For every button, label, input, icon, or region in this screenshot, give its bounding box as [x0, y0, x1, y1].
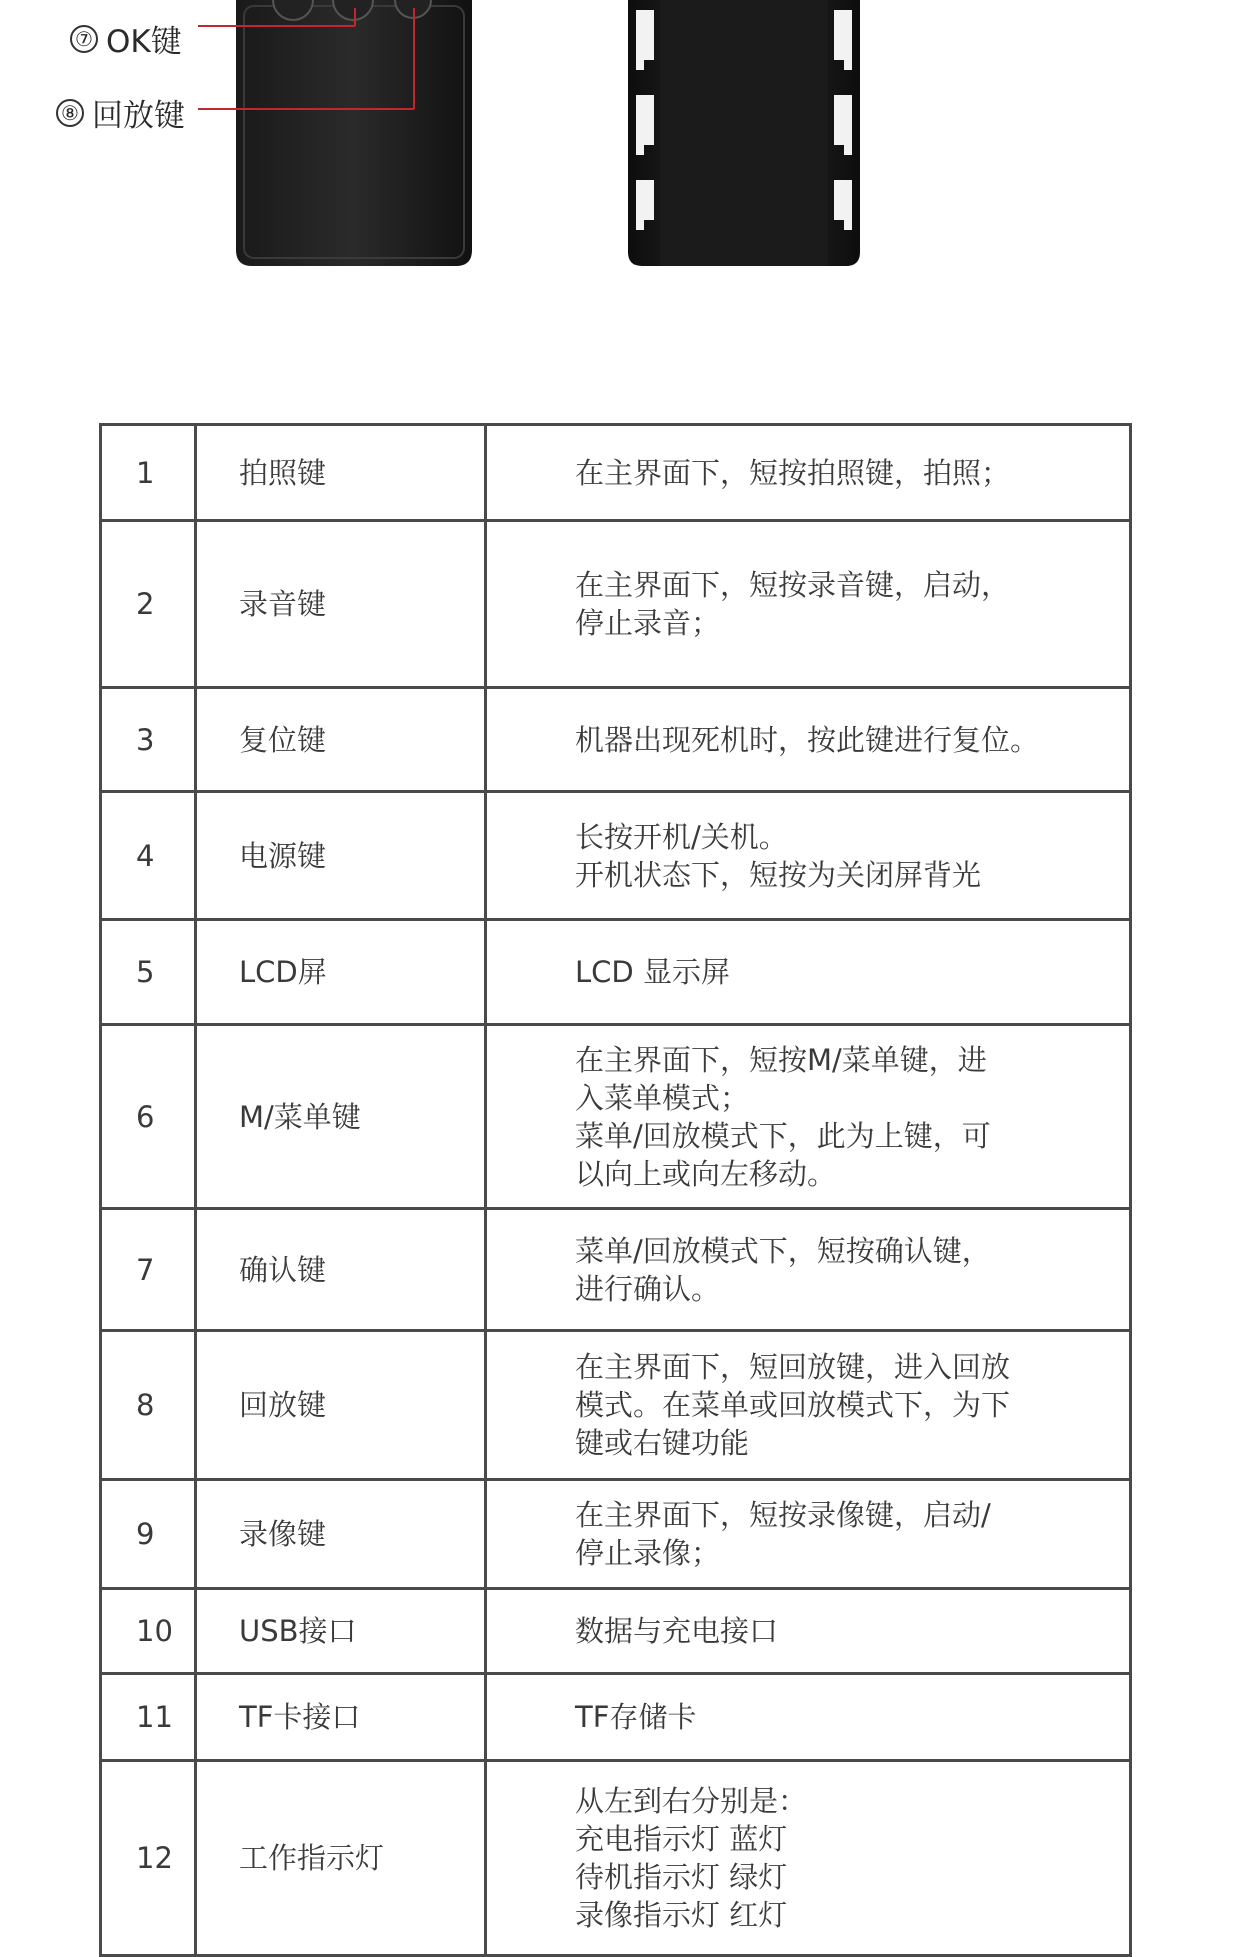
key-description: 在主界面下，短按录像键，启动/ 停止录像； [486, 1480, 1131, 1589]
row-number: 2 [101, 521, 196, 688]
key-description: TF存储卡 [486, 1674, 1131, 1761]
key-name: 回放键 [196, 1331, 486, 1480]
key-name: LCD屏 [196, 920, 486, 1025]
key-name: 录音键 [196, 521, 486, 688]
table-row [101, 521, 1131, 688]
table-row [101, 1674, 1131, 1761]
row-number: 11 [101, 1674, 196, 1761]
key-description: 长按开机/关机。 开机状态下，短按为关闭屏背光 [486, 792, 1131, 920]
key-name: 工作指示灯 [196, 1761, 486, 1956]
callout-number: ⑧ [56, 99, 84, 127]
key-name: 录像键 [196, 1480, 486, 1589]
table-row [101, 1761, 1131, 1956]
key-description: LCD 显示屏 [486, 920, 1131, 1025]
device-drawings [0, 0, 1240, 300]
row-number: 9 [101, 1480, 196, 1589]
key-description: 在主界面下，短回放键，进入回放 模式。在菜单或回放模式下，为下 键或右键功能 [486, 1331, 1131, 1480]
key-name: 确认键 [196, 1209, 486, 1331]
key-name: USB接口 [196, 1589, 486, 1674]
table-row [101, 1209, 1131, 1331]
table-row [101, 1589, 1131, 1674]
device-front [236, 0, 472, 266]
table-row [101, 1480, 1131, 1589]
row-number: 4 [101, 792, 196, 920]
callout-label-text: OK键 [106, 24, 182, 60]
table-row [101, 1025, 1131, 1209]
device-side [628, 0, 860, 266]
table-row [101, 425, 1131, 521]
row-number: 3 [101, 688, 196, 792]
product-illustration [0, 0, 1240, 300]
table-row [101, 1331, 1131, 1480]
key-name: 电源键 [196, 792, 486, 920]
callout-playback-key [56, 90, 185, 135]
key-name: 拍照键 [196, 425, 486, 521]
row-number: 12 [101, 1761, 196, 1956]
callout-ok-key [70, 16, 182, 61]
callout-number: ⑦ [70, 25, 98, 53]
key-description: 在主界面下，短按M/菜单键，进 入菜单模式； 菜单/回放模式下，此为上键，可 以向上或向左移动。 [486, 1025, 1131, 1209]
row-number: 5 [101, 920, 196, 1025]
key-description: 菜单/回放模式下，短按确认键， 进行确认。 [486, 1209, 1131, 1331]
callout-label-text: 回放键 [92, 98, 185, 134]
row-number: 10 [101, 1589, 196, 1674]
table-row [101, 920, 1131, 1025]
key-description: 机器出现死机时，按此键进行复位。 [486, 688, 1131, 792]
row-number: 7 [101, 1209, 196, 1331]
row-number: 1 [101, 425, 196, 521]
key-description: 数据与充电接口 [486, 1589, 1131, 1674]
row-number: 8 [101, 1331, 196, 1480]
key-description: 在主界面下，短按拍照键，拍照； [486, 425, 1131, 521]
key-description: 在主界面下，短按录音键，启动， 停止录音； [486, 521, 1131, 688]
key-description: 从左到右分别是： 充电指示灯 蓝灯 待机指示灯 绿灯 录像指示灯 红灯 [486, 1761, 1131, 1956]
table-row [101, 792, 1131, 920]
row-number: 6 [101, 1025, 196, 1209]
button-function-table [99, 423, 1132, 1957]
key-name: M/菜单键 [196, 1025, 486, 1209]
key-name: 复位键 [196, 688, 486, 792]
table-row [101, 688, 1131, 792]
key-name: TF卡接口 [196, 1674, 486, 1761]
